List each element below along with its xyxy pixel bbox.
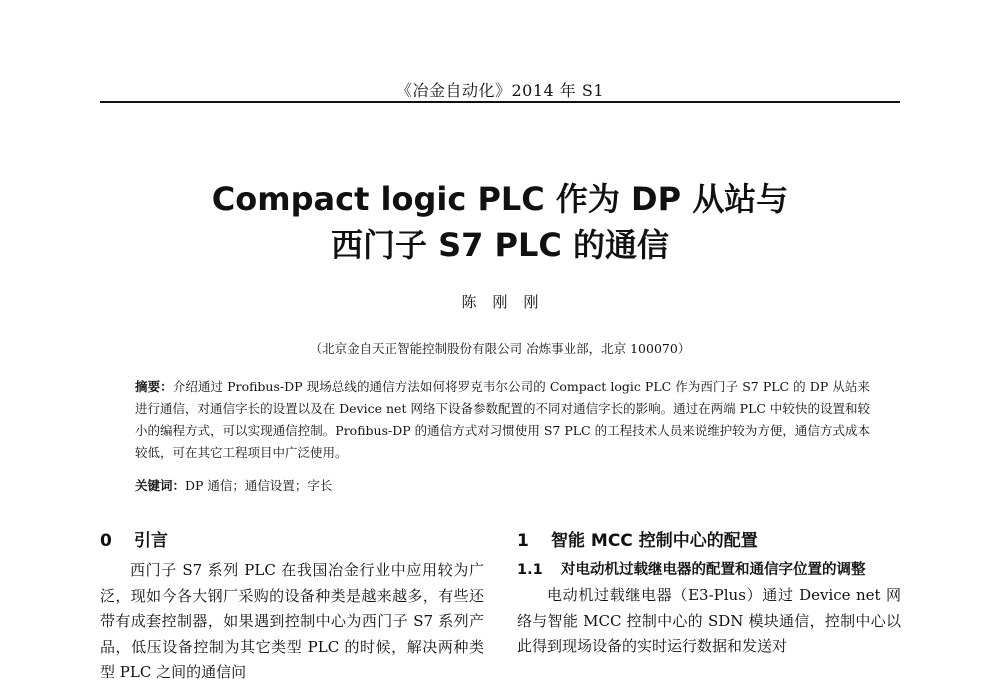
paper-title-line-2: 西门子 S7 PLC 的通信 bbox=[330, 226, 670, 264]
section-0-heading bbox=[100, 528, 484, 554]
subsection-1-1-number: 1.1 bbox=[517, 562, 543, 578]
keywords bbox=[135, 475, 870, 497]
section-1-title: 智能 MCC 控制中心的配置 bbox=[551, 531, 758, 551]
subsection-1-1-body: 电动机过载继电器（E3-Plus）通过 Device net 网络与智能 MCC 控制中心的 SDN 模块通信，控制中心以此得到现场设备的实时运行数据和发送对 bbox=[517, 586, 901, 655]
section-0-body: 西门子 S7 系列 PLC 在我国冶金行业中应用较为广泛，现如今各大钢厂采购的设备种类是越来越多，有些还带有成套控制器，如果遇到控制中心为西门子 S7 系列产品，低压设备控制为其它类型 PLC 的时候，解决两种类型 PLC 之间的通信问 bbox=[100, 561, 484, 681]
author-name: 陈刚刚 bbox=[461, 293, 555, 311]
header-rule bbox=[100, 101, 900, 103]
keywords-text: DP 通信；通信设置；字长 bbox=[185, 478, 333, 493]
abstract-text: 介绍通过 Profibus-DP 现场总线的通信方法如何将罗克韦尔公司的 Compact logic PLC 作为西门子 S7 PLC 的 DP 从站来进行通信，对通信字长的设置以及在 Device net 网络下设备参数配置的不同对通信字长的影响。通过在两端 PLC 中较快的设置和较小的编程方式，可以实现通信控制。Profibus-DP 的通信方式对习惯使用 S7 PLC 的工程技术人员来说维护较为方便，通信方式成本较低，可在其它工程项目中广泛使用。 bbox=[135, 379, 870, 460]
abstract-label: 摘要： bbox=[135, 379, 173, 394]
section-0-number: 0 bbox=[100, 531, 112, 551]
journal-header: 《冶金自动化》2014 年 S1 bbox=[395, 81, 605, 100]
subsection-1-1-heading bbox=[517, 558, 901, 583]
author-affiliation: （北京金自天正智能控制股份有限公司 冶炼事业部，北京 100070） bbox=[309, 341, 691, 356]
paper-title bbox=[100, 176, 900, 268]
abstract bbox=[135, 376, 870, 464]
section-1-heading bbox=[517, 528, 901, 554]
section-1-number: 1 bbox=[517, 531, 529, 551]
subsection-1-1-title: 对电动机过载继电器的配置和通信字位置的调整 bbox=[561, 562, 866, 578]
right-column bbox=[517, 528, 901, 660]
paper-title-line-1: Compact logic PLC 作为 DP 从站与 bbox=[211, 180, 789, 218]
keywords-label: 关键词： bbox=[135, 478, 186, 493]
left-column bbox=[100, 528, 484, 684]
section-0-title: 引言 bbox=[134, 531, 168, 551]
